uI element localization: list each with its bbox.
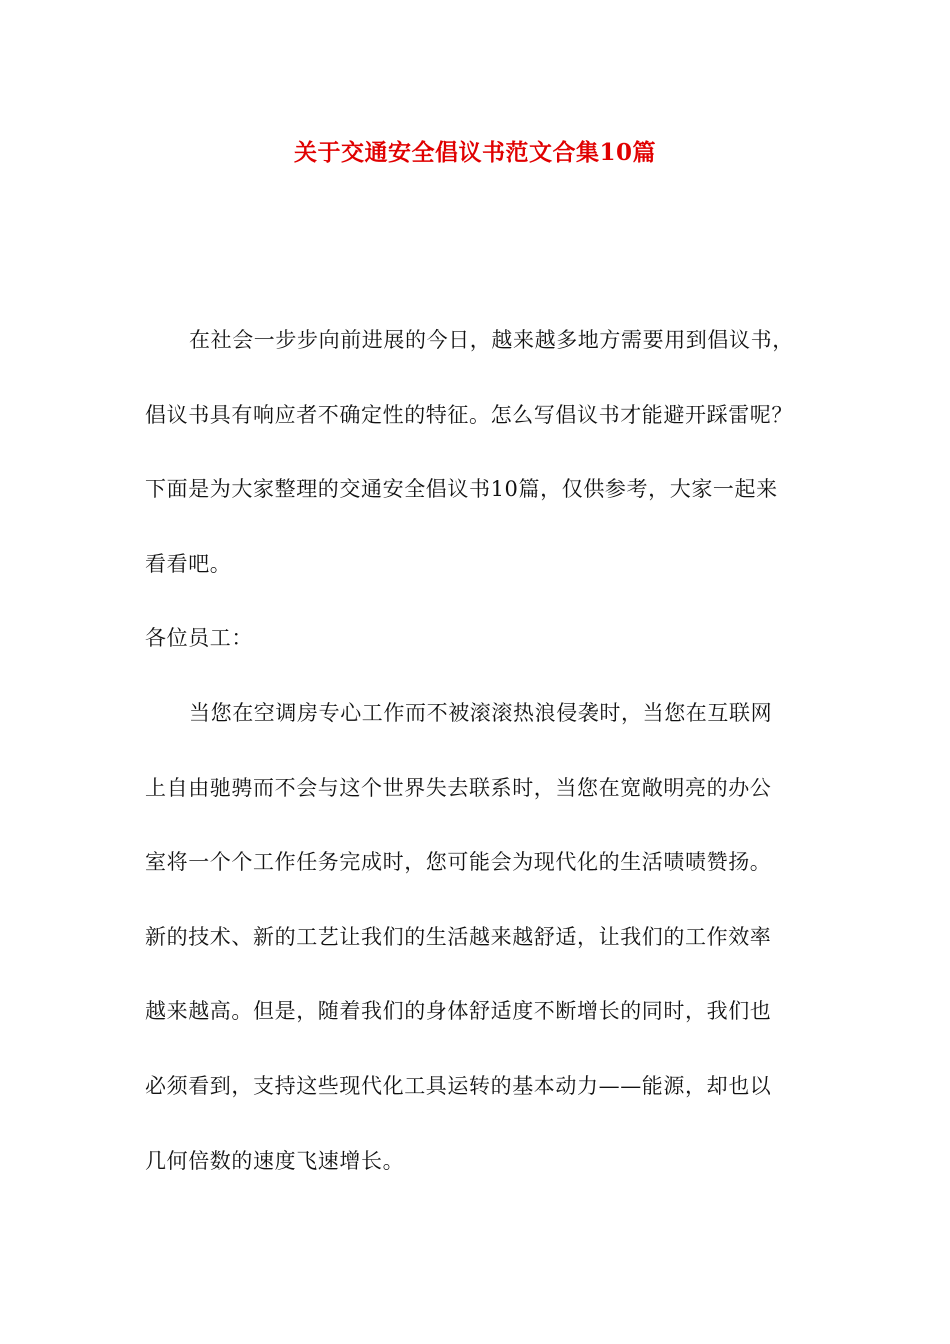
body-line-10: 越来越高。但是，随着我们的身体舒适度不断增长的同时，我们也 xyxy=(145,999,772,1024)
body-line-8: 室将一个个工作任务完成时，您可能会为现代化的生活啧啧赞扬。 xyxy=(145,850,772,875)
body-line-3: 下面是为大家整理的交通安全倡议书10篇，仅供参考，大家一起来 xyxy=(145,477,778,502)
body-line-7: 上自由驰骋而不会与这个世界失去联系时，当您在宽敞明亮的办公 xyxy=(145,775,772,800)
body-line-6: 当您在空调房专心工作而不被滚滚热浪侵袭时，当您在互联网 xyxy=(189,700,773,725)
body-line-4: 看看吧。 xyxy=(145,551,232,576)
body-line-12: 几何倍数的速度飞速增长。 xyxy=(145,1148,405,1173)
body-line-2: 倡议书具有响应者不确定性的特征。怎么写倡议书才能避开踩雷呢？ xyxy=(145,402,793,427)
document-title: 关于交通安全倡议书范文合集10篇 xyxy=(293,139,656,166)
salutation-line: 各位员工： xyxy=(145,626,253,651)
body-line-11: 必须看到，支持这些现代化工具运转的基本动力——能源，却也以 xyxy=(145,1073,772,1098)
document-body xyxy=(145,320,810,1215)
body-line-1: 在社会一步步向前进展的今日，越来越多地方需要用到倡议书， xyxy=(189,328,794,352)
body-line-9: 新的技术、新的工艺让我们的生活越来越舒适，让我们的工作效率 xyxy=(145,924,772,949)
